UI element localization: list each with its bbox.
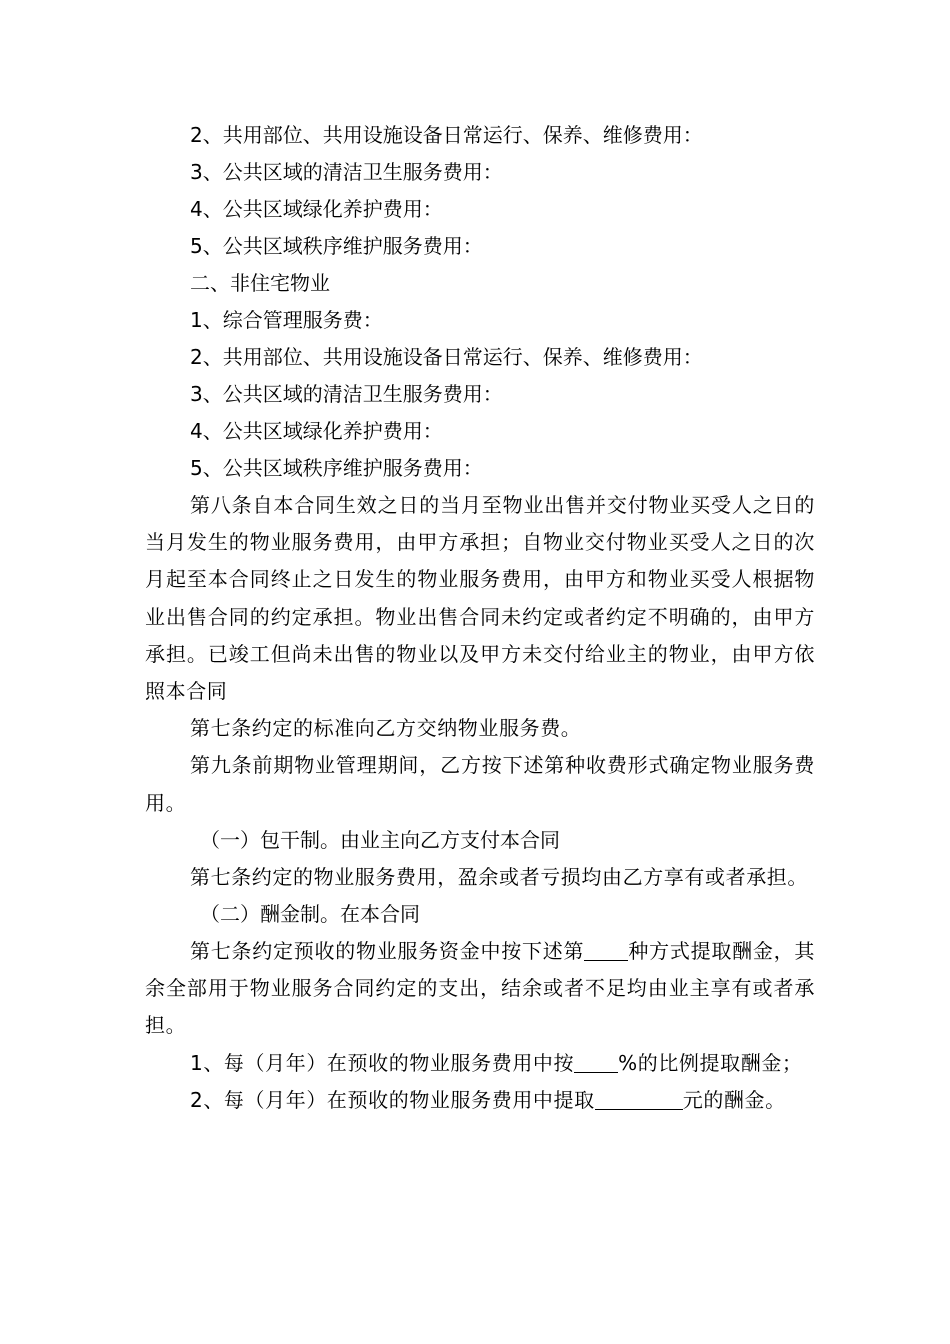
article-7-reference-3-text-a: 第七条约定预收的物业服务资金中按下述第 bbox=[190, 939, 585, 964]
article-7-reference-3 bbox=[145, 933, 815, 1045]
article-7-reference-2: 第七条约定的物业服务费用，盈余或者亏损均由乙方享有或者承担。 bbox=[190, 864, 808, 889]
fee-item-order-2: 5、公共区域秩序维护服务费用： bbox=[190, 456, 483, 480]
commission-item-2-text-b: 元的酬金。 bbox=[682, 1087, 786, 1112]
amount-blank bbox=[595, 1087, 683, 1110]
fee-item-cleaning: 3、公共区域的清洁卫生服务费用： bbox=[190, 160, 503, 184]
commission-item-2-text-a: 2、每（月年）在预收的物业服务费用中提取 bbox=[190, 1087, 595, 1112]
article-7-reference-3-text-b: 种方式提取酬金，其余全部用于物业服务合同约定的支出，结余或者不足均由业主享有或者承担。 bbox=[145, 939, 815, 1038]
commission-item-1-text-a: 1、每（月年）在预收的物业服务费用中按 bbox=[190, 1050, 575, 1075]
section-heading-non-residential: 二、非住宅物业 bbox=[190, 271, 330, 295]
option-lump-sum: （一）包干制。由业主向乙方支付本合同 bbox=[200, 827, 560, 852]
fee-item-cleaning-2: 3、公共区域的清洁卫生服务费用： bbox=[190, 382, 503, 406]
article-8-paragraph: 第八条自本合同生效之日的当月至物业出售并交付物业买受人之日的当月发生的物业服务费用，由甲方承担；自物业交付物业买受人之日的次月起至本合同终止之日发生的物业服务费用，由甲方和物业买受人根据物业出售合同的约定承担。物业出售合同未约定或者约定不明确的，由甲方承担。已竣工但尚未出售的物业以及甲方未交付给业主的物业，由甲方依照本合同 bbox=[145, 493, 815, 704]
fee-item-greening: 4、公共区域绿化养护费用： bbox=[190, 197, 443, 221]
article-7-reference-1: 第七条约定的标准向乙方交纳物业服务费。 bbox=[190, 716, 582, 741]
fee-item-management: 1、综合管理服务费： bbox=[190, 308, 383, 332]
commission-item-2 bbox=[145, 1082, 815, 1119]
fee-item-order: 5、公共区域秩序维护服务费用： bbox=[190, 234, 483, 258]
fee-item-maintenance: 2、共用部位、共用设施设备日常运行、保养、维修费用： bbox=[190, 123, 703, 147]
method-number-blank bbox=[584, 938, 628, 961]
percentage-blank bbox=[574, 1050, 618, 1073]
commission-item-1-text-b: %的比例提取酬金； bbox=[618, 1050, 803, 1075]
fee-item-greening-2: 4、公共区域绿化养护费用： bbox=[190, 419, 443, 443]
document-body bbox=[145, 117, 815, 1119]
article-9-paragraph: 第九条前期物业管理期间，乙方按下述第种收费形式确定物业服务费用。 bbox=[145, 753, 815, 815]
commission-item-1 bbox=[145, 1045, 815, 1082]
fee-item-maintenance-2: 2、共用部位、共用设施设备日常运行、保养、维修费用： bbox=[190, 345, 703, 369]
option-commission: （二）酬金制。在本合同 bbox=[200, 902, 420, 927]
